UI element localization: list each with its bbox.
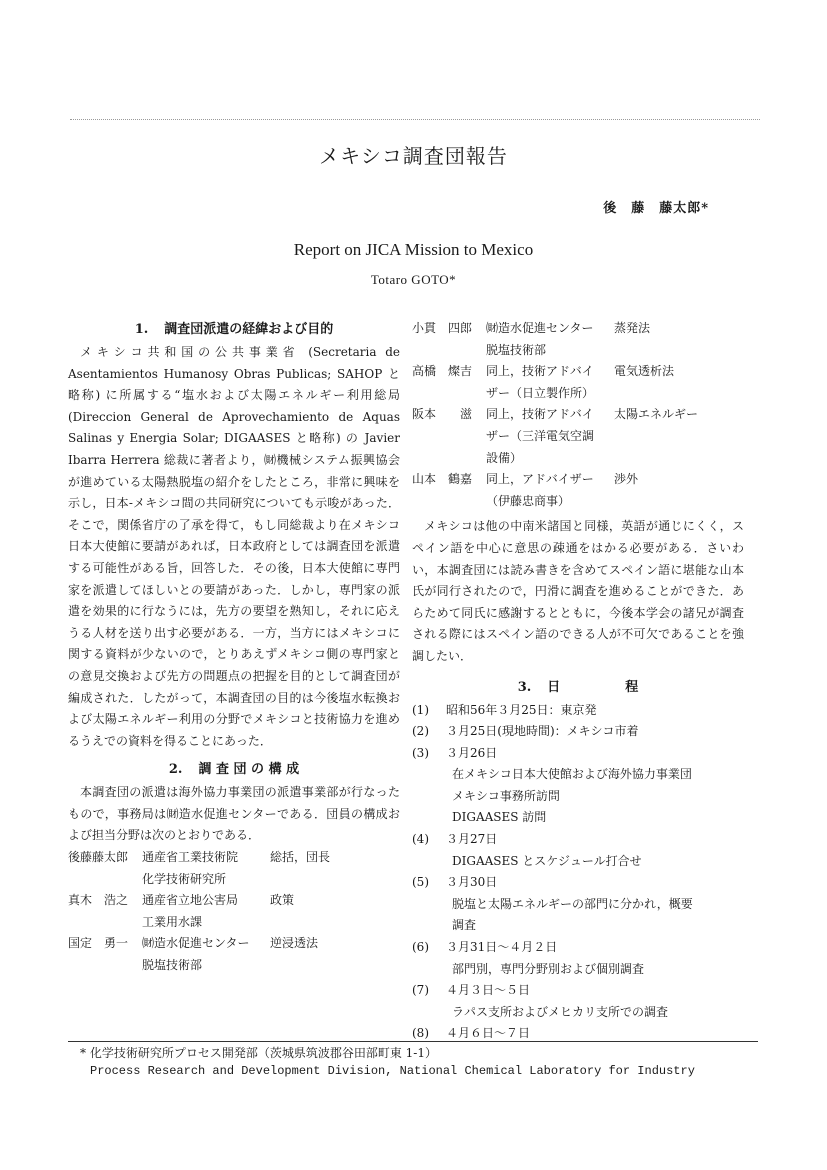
member-row-cont (68, 955, 400, 977)
member-affiliation: 同上，技術アドバイ (486, 364, 594, 379)
schedule-item-detail: ラパス支所およびメヒカリ支所での調査 (452, 1004, 669, 1019)
member-name: 小貫 四郎 (412, 321, 473, 335)
schedule-item-date: ４月３日～５日 (446, 983, 531, 998)
schedule-item-date: ３月31日～４月２日 (446, 940, 558, 955)
page-title: メキシコ調査団報告 (319, 144, 508, 168)
section1-number: 1. (134, 322, 149, 337)
schedule-item-number: (1) (412, 702, 429, 717)
schedule-item (412, 872, 744, 894)
member-row-cont (412, 340, 744, 362)
schedule-item-number: (2) (412, 724, 429, 739)
member-affiliation-cont: 脱塩技術部 (142, 958, 203, 973)
schedule-item-detail: 調査 (452, 918, 477, 933)
footnote (80, 1044, 695, 1080)
schedule-item (412, 980, 744, 1002)
schedule-item-date: ４月６日～７日 (446, 1026, 531, 1041)
member-role: 蒸発法 (614, 321, 651, 335)
schedule-item (412, 743, 744, 765)
schedule-item-number: (3) (412, 745, 429, 760)
section3-title: 日 程 (547, 679, 639, 695)
section2-number: 2. (168, 762, 183, 778)
member-row (412, 318, 744, 340)
schedule-item-date: ３月30日 (446, 875, 498, 890)
language-paragraph: メキシコは他の中南米諸国と同様，英語が通じにくく，スペイン語を中心に意思の疎通をはかる必要がある．さいわい，本調査団には読み書きを含めてスペイン語に堪能な山本氏が同行されたので，円滑に調査を進めることができた．あらためて同氏に感謝するとともに，今後本学会の諸兄が調査される際にはスペイン語のできる人が不可欠であることを強調したい． (412, 519, 744, 663)
schedule-item-detail: 脱塩と太陽エネルギーの部門に分かれ，概要 (452, 896, 693, 911)
member-affiliation-cont: 化学技術研究所 (142, 871, 227, 886)
schedule-item-detail: DIGAASES 訪問 (452, 810, 547, 825)
member-affiliation-cont: 脱塩技術部 (486, 342, 547, 357)
member-affiliation-cont: ザー（三洋電気空調 (486, 428, 595, 443)
schedule-item-date: ３月27日 (446, 832, 498, 847)
member-affiliation-cont: 設備） (486, 450, 523, 465)
member-affiliation-cont: （伊藤忠商事） (486, 493, 571, 508)
member-name: 阪本 滋 (412, 407, 473, 422)
member-affiliation-cont: 工業用水課 (142, 914, 203, 929)
member-affiliation: ㈶造水促進センター (486, 321, 594, 335)
member-role: 電気透析法 (614, 364, 675, 379)
member-affiliation: 同上，技術アドバイ (486, 407, 594, 422)
schedule-item-detail: DIGAASES とスケジュール打合せ (452, 853, 642, 868)
section2-title: 調 査 団 の 構 成 (198, 762, 300, 778)
schedule-item-date: ３月26日 (446, 745, 498, 760)
author-name-en: Totaro GOTO* (370, 272, 457, 287)
schedule-item-detail: 部門別，専門分野別および個別調査 (452, 961, 645, 976)
left-column (68, 318, 400, 977)
member-name: 国定 勇一 (68, 936, 129, 951)
schedule-item-number: (4) (412, 832, 429, 847)
member-role: 政策 (270, 893, 295, 908)
member-name: 高橋 燦吉 (412, 364, 473, 379)
section2-heading (68, 758, 400, 782)
schedule-item (412, 937, 744, 959)
member-row-cont (68, 869, 400, 891)
member-row-cont (412, 426, 744, 448)
member-row (68, 933, 400, 955)
member-row (412, 361, 744, 383)
right-column (412, 318, 744, 1045)
member-row (68, 847, 400, 869)
english-title: Report on JICA Mission to Mexico (293, 240, 534, 259)
member-row-cont (68, 912, 400, 934)
member-affiliation: ㈶造水促進センター (142, 936, 250, 951)
schedule-item-number: (5) (412, 875, 429, 890)
member-row (68, 890, 400, 912)
footnote-rule (68, 1041, 758, 1042)
section3-heading (412, 676, 744, 700)
member-row-cont (412, 383, 744, 405)
author-name-jp: 後 藤 藤太郎* (603, 201, 709, 216)
member-role: 太陽エネルギー (614, 407, 699, 422)
schedule-list (412, 700, 744, 1046)
member-affiliation: 通産省立地公害局 (142, 893, 239, 908)
member-role: 渉外 (614, 472, 639, 487)
member-affiliation-cont: ザー（日立製作所） (486, 385, 595, 400)
member-role: 逆浸透法 (270, 936, 319, 951)
member-row-cont (412, 491, 744, 513)
member-role: 総括，団長 (270, 850, 331, 865)
section1-title: 調査団派遣の経緯および目的 (164, 322, 334, 337)
schedule-item-date: ３月25日(現地時間)：メキシコ市着 (446, 724, 639, 739)
member-affiliation: 同上，アドバイザー (486, 472, 594, 487)
section3-number: 3. (517, 679, 532, 695)
schedule-item-detail: メキシコ事務所訪問 (452, 788, 560, 803)
member-affiliation: 通産省工業技術院 (142, 850, 239, 865)
section2-paragraph: 本調査団の派遣は海外協力事業団の派遣事業部が行なったもので，事務局は㈶造水促進センターである．団員の構成および担当分野は次のとおりである． (68, 785, 400, 843)
schedule-item-detail: 在メキシコ日本大使館および海外協力事業団 (452, 767, 692, 782)
member-row (412, 404, 744, 426)
member-row-cont (412, 448, 744, 470)
member-name: 山本 鶴嘉 (412, 472, 473, 487)
member-name: 後藤藤太郎 (68, 850, 129, 865)
header-dotted-rule (70, 119, 760, 120)
member-list-left (68, 847, 400, 977)
section1-paragraph: メキシコ共和国の公共事業省 (Secretaria de Asentamientos Humanosy Obras Publicas; SAHOP と略称) に所属する“塩水および太陽エネルギー利用総局 (Direccion General de Aprovechamiento de Aquas Salinas y Energia Solar; DIGAASES と略称) の Javier Ibarra Herrera 総裁に著者より，㈶機械システム振興協会が進めている太陽熱脱塩の紹介をしたところ，非常に興味を示し，日本-メキシコ間の共同研究についても示唆があった．そこで，関係省庁の了承を得て，もし同総裁より在メキシコ日本大使館に要請があれば，日本政府としては調査団を派遣する可能性がある旨，回答した．その後，日本大使館に専門家を派遣してほしいとの要請があった．しかし，専門家の派遣を効果的に行なうには，先方の要望を熟知し，それに応えうる人材を送り出す必要がある．一方，当方にはメキシコに関する資料が少ないので，とりあえずメキシコ側の専門家との意見交換および先方の問題点の把握を目的として調査団が編成された．したがって，本調査団の目的は今後塩水転換および太陽エネルギー利用の分野でメキシコと技術協力を進めるうえでの資料を得ることにあった． (68, 345, 400, 748)
schedule-item (412, 721, 744, 743)
schedule-item-number: (7) (412, 983, 429, 998)
member-row (412, 469, 744, 491)
schedule-item-number: (8) (412, 1026, 429, 1041)
schedule-item-number: (6) (412, 940, 429, 955)
schedule-item (412, 700, 744, 722)
member-list-right (412, 318, 744, 512)
footnote-jp: * 化学技術研究所プロセス開発部（茨城県筑波郡谷田部町東 1-1） (80, 1046, 437, 1060)
schedule-item-date: 昭和56年３月25日：東京発 (446, 702, 597, 717)
schedule-item (412, 829, 744, 851)
footnote-en: Process Research and Development Division, National Chemical Laboratory for Industry (90, 1064, 695, 1078)
section1-heading (68, 318, 400, 342)
member-name: 真木 浩之 (68, 893, 129, 908)
